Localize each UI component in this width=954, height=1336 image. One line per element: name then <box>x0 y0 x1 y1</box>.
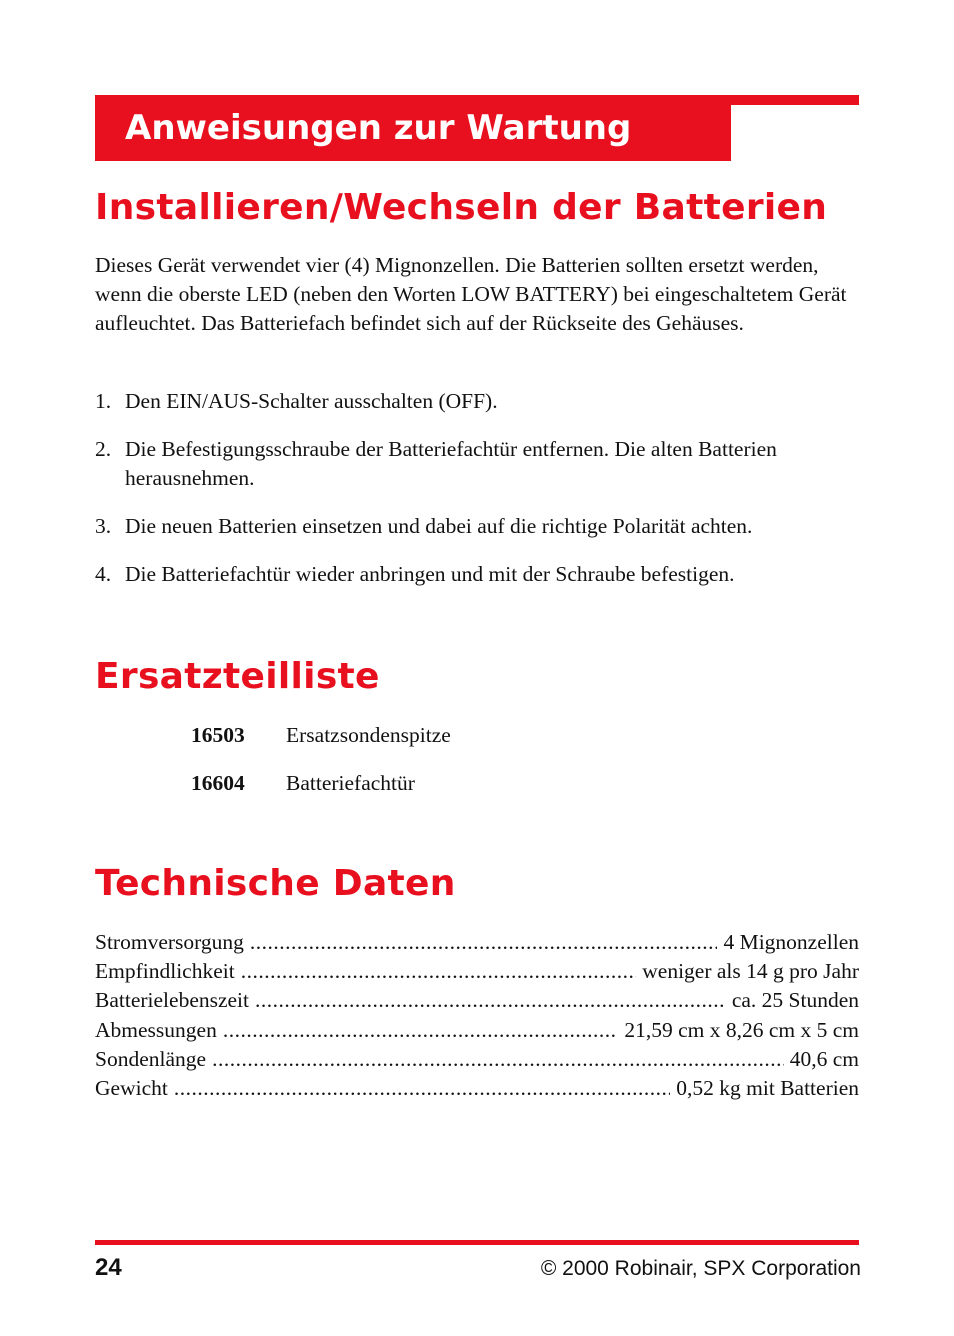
battery-steps-list <box>95 387 859 608</box>
specs-table <box>95 928 859 1103</box>
spec-label: Abmessungen <box>95 1017 217 1042</box>
part-row <box>191 721 451 769</box>
parts-heading: Ersatzteilliste <box>95 656 380 697</box>
spec-row <box>95 1074 859 1103</box>
step-text: Die Befestigungsschraube der Batteriefachtür entfernen. Die alten Batterien herausnehmen. <box>125 437 777 490</box>
spec-value: 21,59 cm x 8,26 cm x 5 cm <box>624 1017 859 1042</box>
dot-leader <box>255 986 726 1015</box>
spec-value: 0,52 kg mit Batterien <box>676 1076 859 1101</box>
spec-row <box>95 1045 859 1074</box>
spec-row <box>95 957 859 986</box>
section-banner <box>95 95 731 161</box>
step-number: 2. <box>95 437 112 461</box>
step-number: 1. <box>95 389 112 413</box>
parts-list <box>191 721 451 817</box>
batteries-heading: Installieren/Wechseln der Batterien <box>95 187 828 228</box>
spec-row <box>95 928 859 957</box>
list-item <box>95 387 859 416</box>
step-text: Die neuen Batterien einsetzen und dabei auf die richtige Polarität achten. <box>125 514 753 538</box>
spec-value: 40,6 cm <box>789 1046 859 1071</box>
step-text: Die Batteriefachtür wieder anbringen und mit der Schraube befestigen. <box>125 562 735 586</box>
list-item <box>95 560 859 589</box>
list-item <box>95 512 859 541</box>
spec-label: Stromversorgung <box>95 930 244 954</box>
page-number: 24 <box>95 1254 122 1281</box>
spec-value: ca. 25 Stunden <box>731 988 859 1013</box>
step-number: 4. <box>95 562 112 586</box>
spec-label: Gewicht <box>95 1076 168 1101</box>
dot-leader <box>241 957 637 986</box>
spec-label: Sondenlänge <box>95 1046 207 1071</box>
part-number: 16604 <box>191 771 245 795</box>
spec-value: 4 Mignonzellen <box>723 930 859 954</box>
step-number: 3. <box>95 514 112 538</box>
banner-title: Anweisungen zur Wartung <box>125 108 632 148</box>
part-description: Ersatzsondenspitze <box>286 723 451 747</box>
dot-leader <box>174 1074 670 1103</box>
specs-heading: Technische Daten <box>95 863 456 904</box>
step-text: Den EIN/AUS-Schalter ausschalten (OFF). <box>125 389 498 413</box>
batteries-intro: Dieses Gerät verwendet vier (4) Mignonzellen. Die Batterien sollten ersetzt werden, wenn die oberste LED (neben den Worten LOW BATTERY) bei eingeschaltetem Gerät aufleuchtet. Das Batteriefach befindet sich auf der Rückseite des Gehäuses. <box>95 253 847 335</box>
footer-rule <box>95 1240 859 1245</box>
spec-label: Batterielebenszeit <box>95 988 250 1013</box>
spec-value: weniger als 14 g pro Jahr <box>642 959 859 984</box>
dot-leader <box>250 928 718 957</box>
copyright-notice: © 2000 Robinair, SPX Corporation <box>540 1257 861 1280</box>
spec-row <box>95 986 859 1015</box>
dot-leader <box>212 1045 784 1074</box>
part-row <box>191 769 451 817</box>
spec-row <box>95 1016 859 1045</box>
spec-label: Empfindlichkeit <box>95 959 235 984</box>
list-item <box>95 435 859 493</box>
part-description: Batteriefachtür <box>286 771 415 795</box>
part-number: 16503 <box>191 723 245 747</box>
dot-leader <box>223 1016 618 1045</box>
